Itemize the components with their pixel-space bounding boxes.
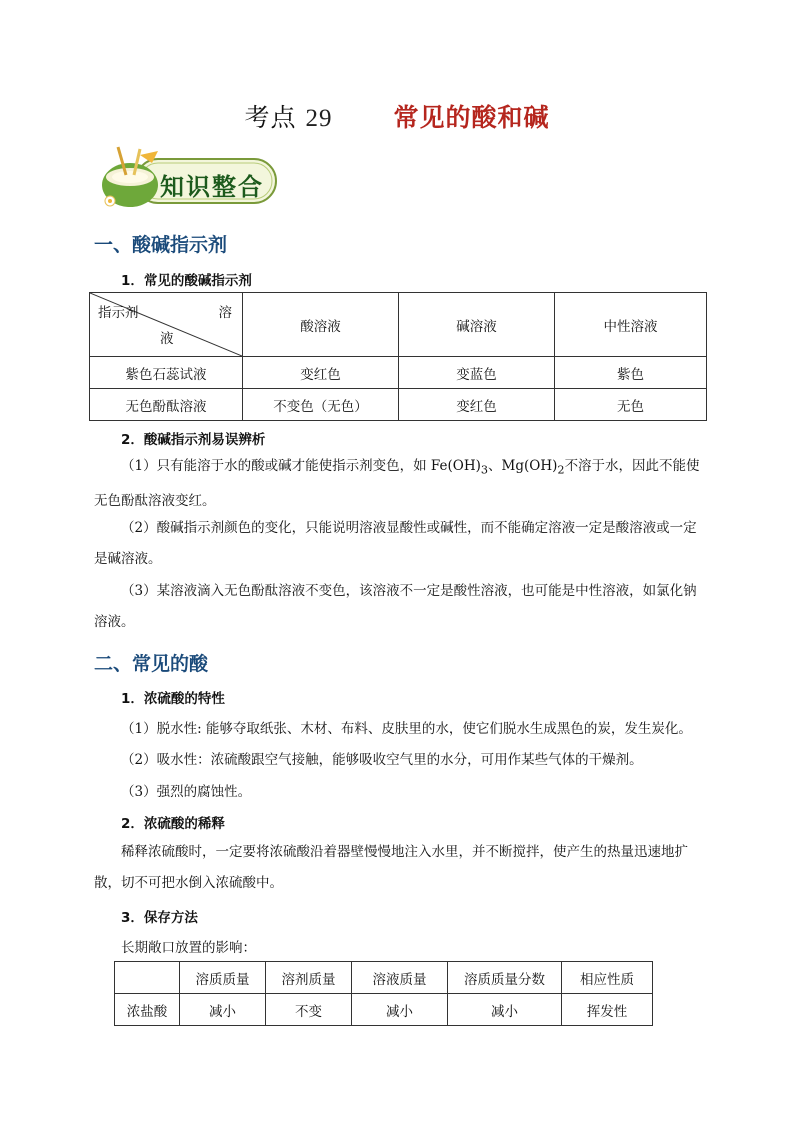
table-cell: 紫色: [555, 357, 707, 389]
section2-heading: 二、常见的酸: [94, 653, 209, 675]
p1-subscript-2: 2: [557, 463, 565, 477]
badge-text: 知识整合: [160, 173, 264, 201]
page-title: [0, 98, 794, 134]
property-line-1: （1）脱水性: 能够夺取纸张、木材、布料、皮肤里的水，使它们脱水生成黑色的炭，发生炭化。: [121, 721, 692, 737]
table-row: [90, 357, 707, 389]
table-cell: 变蓝色: [399, 357, 555, 389]
corner-cell: [90, 293, 243, 357]
table-cell: 不变色（无色）: [243, 389, 399, 421]
header-cell: 碱溶液: [399, 293, 555, 357]
paragraph-2: （2）酸碱指示剂颜色的变化，只能说明溶液显酸性或碱性，而不能确定溶液一定是酸溶液或一定是碱溶液。: [94, 520, 697, 567]
corner-right: 溶: [218, 305, 232, 321]
table-cell: 无色: [555, 389, 707, 421]
table-cell: 减小: [352, 994, 448, 1026]
table-cell: 挥发性: [562, 994, 653, 1026]
dilution-paragraph: 稀释浓硫酸时，一定要将浓硫酸沿着器壁慢慢地注入水里，并不断搅拌，使产生的热量迅速地扩散，切不可把水倒入浓硫酸中。: [94, 844, 688, 891]
header-cell: [115, 962, 180, 994]
indicator-table: [89, 292, 707, 421]
property-line-3: （3）强烈的腐蚀性。: [121, 784, 252, 800]
paragraph-3: （3）某溶液滴入无色酚酞溶液不变色，该溶液不一定是酸性溶液，也可能是中性溶液，如氯化钠溶液。: [94, 583, 697, 630]
table-cell: 减小: [448, 994, 562, 1026]
corner-bottom: 液: [160, 331, 174, 347]
corner-left: 指示剂: [98, 305, 139, 321]
table-row: [90, 389, 707, 421]
p1-subscript-1: 3: [480, 463, 489, 477]
table-row: [90, 293, 707, 357]
section2-sub1: 1．浓硫酸的特性: [121, 691, 225, 707]
section1-sub1: 1．常见的酸碱指示剂: [121, 273, 252, 289]
header-cell: 相应性质: [562, 962, 653, 994]
property-line-2: （2）吸水性：浓硫酸跟空气接触，能够吸收空气里的水分，可用作某些气体的干燥剂。: [121, 752, 643, 768]
section1-heading: 一、酸碱指示剂: [94, 234, 228, 256]
storage-table: [114, 961, 653, 1026]
header-cell: 溶质质量: [180, 962, 266, 994]
header-cell: 溶质质量分数: [448, 962, 562, 994]
p1-text-c: 不溶于水，因此不能使无色酚酞溶液变红。: [94, 458, 700, 509]
title-name: 常见的酸和碱: [393, 103, 550, 132]
table-cell: 减小: [180, 994, 266, 1026]
knowledge-badge: [96, 145, 280, 211]
table-cell: 不变: [266, 994, 352, 1026]
section1-sub2: 2．酸碱指示剂易误辨析: [121, 432, 266, 448]
table-cell: 变红色: [243, 357, 399, 389]
table-row: [115, 962, 653, 994]
row-label: 无色酚酞溶液: [90, 389, 243, 421]
storage-intro: 长期敞口放置的影响：: [121, 940, 256, 956]
header-cell: 中性溶液: [555, 293, 707, 357]
title-number: 29: [305, 105, 333, 132]
table-row: [115, 994, 653, 1026]
header-cell: 酸溶液: [243, 293, 399, 357]
header-cell: 溶剂质量: [266, 962, 352, 994]
row-label: 紫色石蕊试液: [90, 357, 243, 389]
p1-text-a: （1）只有能溶于水的酸或碱才能使指示剂变色，如 Fe(OH): [121, 458, 481, 474]
title-prefix: 考点: [244, 103, 297, 132]
section2-sub2: 2．浓硫酸的稀释: [121, 816, 225, 832]
section2-sub3: 3．保存方法: [121, 910, 198, 926]
p1-text-b: 、Mg(OH): [488, 458, 558, 474]
table-cell: 变红色: [399, 389, 555, 421]
paragraph-1: [94, 451, 700, 517]
header-cell: 溶液质量: [352, 962, 448, 994]
table-cell: 浓盐酸: [115, 994, 180, 1026]
